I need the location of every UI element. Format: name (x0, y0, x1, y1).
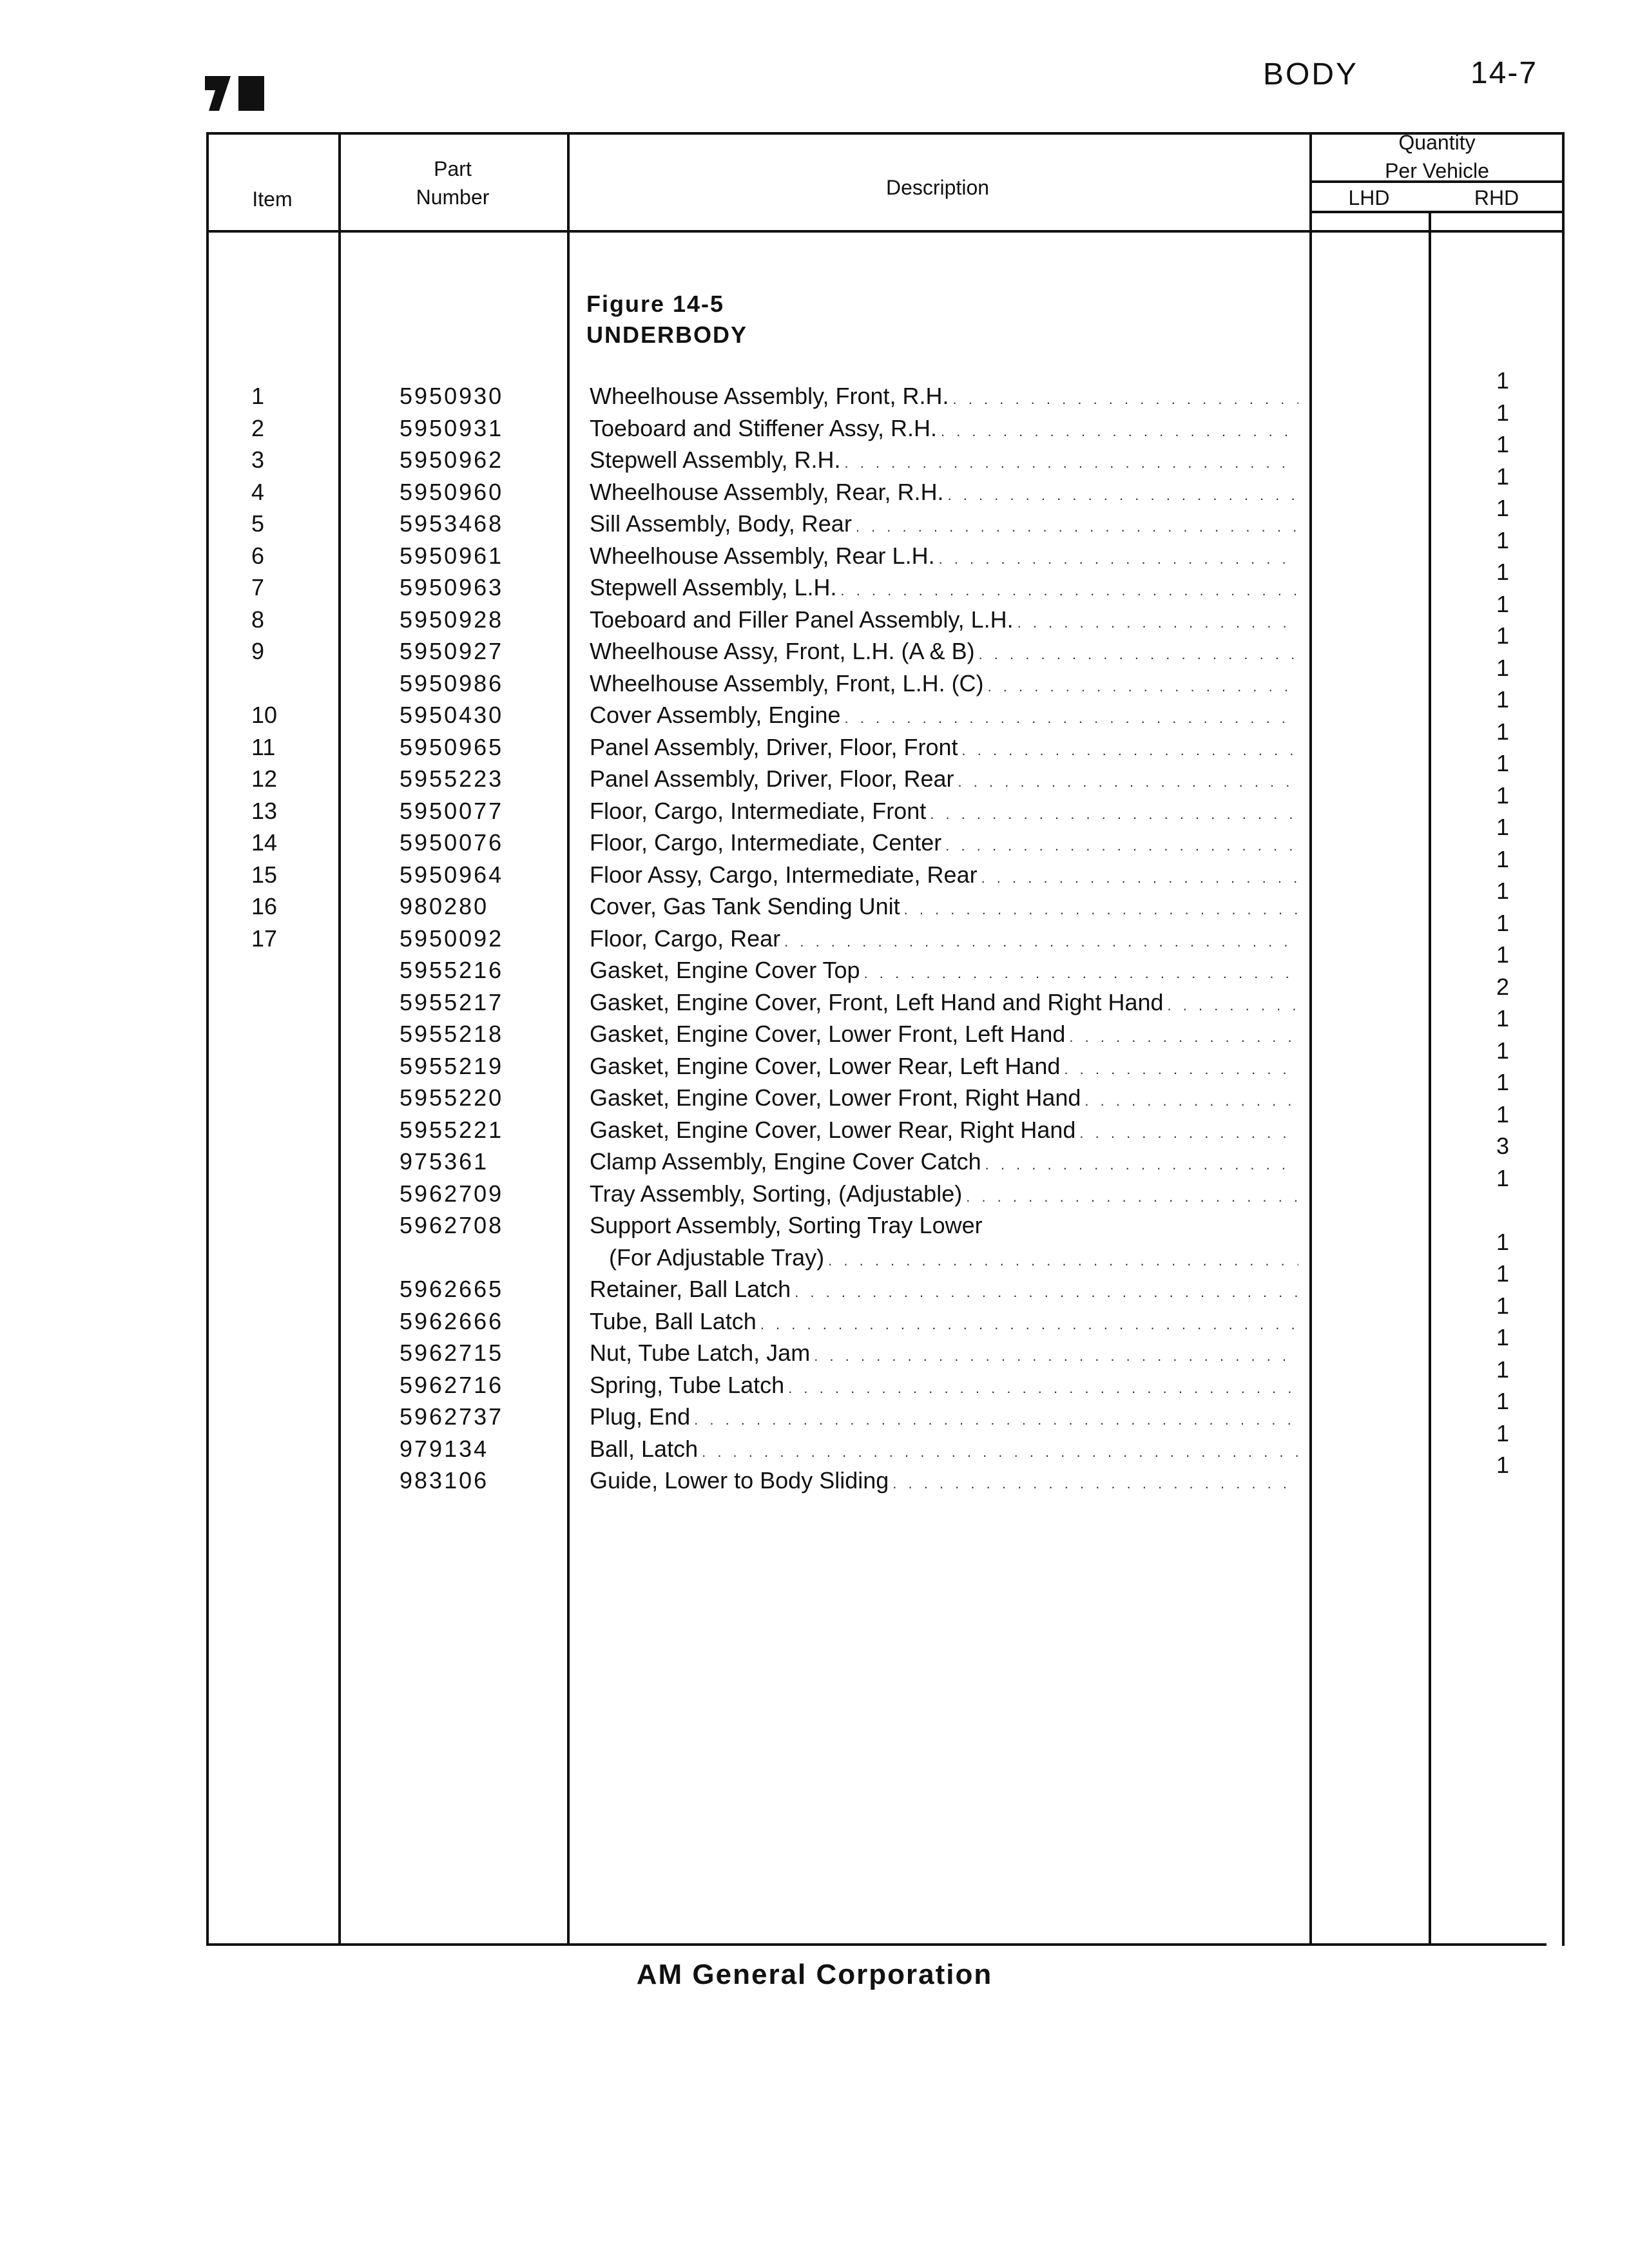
description-cell (590, 699, 1298, 735)
table-row (0, 1260, 1629, 1305)
description-text: Retainer, Ball Latch (590, 1276, 791, 1302)
dot-leader (694, 1401, 1298, 1436)
quantity-rhd: 1 (1496, 367, 1510, 394)
description-text: Stepwell Assembly, R.H. (590, 447, 841, 473)
dot-leader (988, 668, 1298, 703)
item-number: 9 (251, 638, 265, 664)
table-row (0, 1419, 1629, 1465)
part-number: 5950963 (400, 574, 504, 601)
table-row (0, 495, 1629, 540)
dot-leader (814, 1337, 1298, 1372)
quantity-rhd: 1 (1496, 1324, 1510, 1350)
part-number: 5962716 (400, 1371, 504, 1398)
part-number: 5962709 (400, 1180, 504, 1207)
description-cell (590, 1050, 1298, 1086)
description-text: Wheelhouse Assy, Front, L.H. (A & B) (590, 638, 975, 664)
table-row (0, 526, 1629, 572)
item-number: 16 (251, 893, 278, 919)
description-cell (590, 827, 1298, 862)
part-number: 5955220 (400, 1084, 504, 1111)
description-cell (590, 1178, 1298, 1213)
quantity-rhd: 1 (1496, 622, 1510, 649)
item-number: 8 (251, 606, 265, 633)
col-header-quantity (1309, 128, 1565, 185)
quantity-rhd: 1 (1496, 1037, 1510, 1064)
part-number: 5950961 (400, 542, 504, 569)
quantity-rhd: 1 (1496, 1005, 1510, 1032)
part-number: 5950964 (400, 861, 504, 888)
part-number: 5950962 (400, 447, 504, 473)
description-text: Stepwell Assembly, L.H. (590, 574, 837, 601)
description-cell (590, 1082, 1298, 1117)
col-header-lhd: LHD (1348, 186, 1390, 209)
description-cell (590, 1369, 1298, 1405)
table-row (0, 814, 1629, 859)
quantity-rhd: 1 (1496, 526, 1510, 553)
dot-leader (702, 1433, 1298, 1468)
part-number: 5955219 (400, 1052, 504, 1079)
page-number: 14-7 (1470, 56, 1538, 90)
brand-logo-icon (205, 71, 267, 112)
dot-leader (979, 635, 1298, 671)
item-number: 6 (251, 542, 265, 569)
table-row (0, 1388, 1629, 1433)
part-number: 5950931 (400, 414, 504, 441)
description-text: Ball, Latch (590, 1435, 699, 1462)
table-row (0, 686, 1629, 731)
part-number: 5955216 (400, 957, 504, 983)
dot-leader (953, 380, 1298, 416)
description-cell (590, 604, 1298, 639)
quantity-rhd: 1 (1496, 878, 1510, 904)
table-row (0, 622, 1629, 668)
quantity-rhd: 1 (1496, 654, 1510, 681)
quantity-rhd: 1 (1496, 590, 1510, 617)
table-row (0, 909, 1629, 955)
dot-leader (939, 540, 1298, 575)
part-number: 5955223 (400, 765, 504, 792)
description-text: Gasket, Engine Cover, Lower Front, Right Hand (590, 1084, 1081, 1111)
item-number: 17 (251, 925, 278, 952)
quantity-rhd: 1 (1496, 845, 1510, 872)
col-header-part-line2: Number (416, 186, 490, 209)
description-text: Sill Assembly, Body, Rear (590, 510, 852, 537)
part-number: 979134 (400, 1435, 489, 1462)
table-row (0, 463, 1629, 508)
dot-leader (892, 1465, 1298, 1500)
table-row (0, 1324, 1629, 1369)
quantity-rhd: 3 (1496, 1133, 1510, 1159)
quantity-rhd: 1 (1496, 1100, 1510, 1128)
item-number: 4 (251, 478, 265, 505)
dot-leader (856, 508, 1298, 543)
col-header-quantity-line2: Per Vehicle (1385, 159, 1489, 182)
description-cell (590, 635, 1298, 671)
col-header-part-line1: Part (434, 157, 472, 180)
footer-company: AM General Corporation (636, 1959, 993, 1990)
section-title: BODY (1263, 57, 1359, 91)
description-cell (590, 731, 1298, 767)
description-cell (590, 1337, 1298, 1372)
description-text: Floor, Cargo, Rear (590, 925, 781, 952)
description-cell (590, 1018, 1298, 1053)
table-row (0, 1100, 1629, 1146)
description-text: Plug, End (590, 1403, 691, 1430)
part-number: 5955221 (400, 1116, 504, 1143)
dot-leader (795, 1273, 1298, 1309)
description-text: Wheelhouse Assembly, Rear L.H. (590, 542, 935, 569)
description-text: Cover Assembly, Engine (590, 702, 841, 728)
dot-leader (1168, 986, 1298, 1022)
dot-leader (760, 1305, 1298, 1341)
quantity-rhd: 1 (1496, 1164, 1510, 1191)
description-text: Support Assembly, Sorting Tray Lower (590, 1212, 983, 1238)
description-cell (590, 444, 1298, 479)
col-header-description: Description (885, 176, 990, 199)
description-cell (590, 412, 1298, 448)
table-row (0, 367, 1629, 412)
figure-subtitle: UNDERBODY (586, 322, 748, 348)
description-text: Toeboard and Filler Panel Assembly, L.H. (590, 606, 1014, 633)
table-row (0, 1133, 1629, 1178)
description-text: Floor Assy, Cargo, Intermediate, Rear (590, 861, 978, 888)
dot-leader (962, 731, 1298, 767)
description-cell (590, 1465, 1298, 1500)
table-row (0, 431, 1629, 476)
description-cell (590, 572, 1298, 607)
description-text: (For Adjustable Tray) (590, 1244, 825, 1271)
description-cell (590, 476, 1298, 512)
table-row (0, 845, 1629, 891)
part-number: 5962708 (400, 1212, 504, 1238)
item-number: 11 (251, 733, 276, 760)
description-text: Gasket, Engine Cover Top (590, 957, 860, 983)
description-text: Panel Assembly, Driver, Floor, Front (590, 733, 958, 760)
table-row (0, 1037, 1629, 1082)
part-number: 5962666 (400, 1307, 504, 1334)
dot-leader (966, 1178, 1298, 1213)
part-number: 5950927 (400, 638, 504, 664)
dot-leader (1017, 604, 1298, 639)
col-header-item: Item (252, 187, 293, 211)
figure-title: Figure 14-5 (586, 291, 725, 317)
dot-leader (904, 890, 1298, 926)
part-number: 5962715 (400, 1340, 504, 1366)
quantity-rhd: 1 (1496, 1452, 1510, 1478)
description-cell (590, 986, 1298, 1022)
item-number: 14 (251, 829, 278, 856)
dot-leader (1069, 1018, 1298, 1053)
item-number: 10 (251, 702, 278, 728)
part-number: 5950077 (400, 797, 504, 824)
table-row (0, 782, 1629, 827)
description-cell (590, 954, 1298, 990)
table-row (0, 941, 1629, 986)
quantity-rhd: 1 (1496, 782, 1510, 809)
dot-leader (864, 954, 1298, 990)
description-cell (590, 795, 1298, 831)
description-text: Gasket, Engine Cover, Lower Front, Left Hand (590, 1021, 1066, 1047)
quantity-rhd: 1 (1496, 399, 1510, 426)
part-number: 5962737 (400, 1403, 504, 1430)
description-text: Floor, Cargo, Intermediate, Center (590, 829, 942, 856)
dot-leader (840, 572, 1298, 607)
description-cell (590, 540, 1298, 575)
part-number: 5950076 (400, 829, 504, 856)
dot-leader (788, 1369, 1298, 1405)
figure-heading (586, 289, 747, 351)
item-number: 13 (251, 797, 278, 824)
quantity-rhd: 1 (1496, 1356, 1510, 1383)
quantity-rhd: 1 (1496, 1292, 1510, 1319)
description-cell (590, 508, 1298, 543)
part-number: 980280 (400, 893, 489, 919)
quantity-rhd: 1 (1496, 1419, 1510, 1446)
quantity-rhd: 1 (1496, 1228, 1510, 1255)
description-text: Spring, Tube Latch (590, 1371, 785, 1398)
table-row (0, 1356, 1629, 1401)
description-text: Clamp Assembly, Engine Cover Catch (590, 1148, 981, 1175)
quantity-rhd: 1 (1496, 1260, 1510, 1287)
description-text: Tray Assembly, Sorting, (Adjustable) (590, 1180, 963, 1207)
description-text: Gasket, Engine Cover, Lower Rear, Left Hand (590, 1052, 1061, 1079)
quantity-rhd: 1 (1496, 495, 1510, 521)
description-cell (590, 1209, 1298, 1242)
description-cell (590, 763, 1298, 798)
description-text: Cover, Gas Tank Sending Unit (590, 893, 900, 919)
dot-leader (945, 827, 1298, 862)
col-header-quantity-line1: Quantity (1398, 131, 1476, 154)
description-text: Gasket, Engine Cover, Lower Rear, Right Hand (590, 1116, 1076, 1143)
part-number: 975361 (400, 1148, 489, 1175)
part-number: 5950930 (400, 383, 504, 409)
description-text: Panel Assembly, Driver, Floor, Rear (590, 765, 954, 792)
table-row (0, 1209, 1629, 1242)
dot-leader (985, 1146, 1298, 1181)
item-number: 12 (251, 765, 278, 792)
table-row (0, 878, 1629, 923)
part-number: 5950430 (400, 702, 504, 728)
table-row (0, 654, 1629, 700)
dot-leader (948, 476, 1298, 512)
dot-leader (784, 923, 1298, 958)
part-number: 5950928 (400, 606, 504, 633)
dot-leader (1064, 1050, 1298, 1086)
description-cell (590, 1242, 1298, 1277)
description-cell (590, 1401, 1298, 1436)
table-row (0, 590, 1629, 636)
description-cell (590, 923, 1298, 958)
table-row (0, 718, 1629, 764)
dot-leader (930, 795, 1298, 831)
description-text: Guide, Lower to Body Sliding (590, 1467, 889, 1494)
quantity-rhd: 1 (1496, 814, 1510, 840)
part-number: 5950986 (400, 669, 504, 697)
quantity-rhd: 1 (1496, 686, 1510, 713)
table-row (0, 1164, 1629, 1210)
description-text: Floor, Cargo, Intermediate, Front (590, 797, 927, 824)
table-row (0, 1005, 1629, 1050)
description-cell (590, 1114, 1298, 1149)
col-header-part-number (338, 155, 567, 211)
quantity-rhd: 1 (1496, 431, 1510, 457)
dot-leader (1079, 1114, 1298, 1149)
dot-leader (828, 1242, 1298, 1277)
description-text: Wheelhouse Assembly, Rear, R.H. (590, 478, 944, 505)
description-text: Toeboard and Stiffener Assy, R.H. (590, 414, 937, 441)
col-header-rhd: RHD (1474, 186, 1519, 209)
quantity-rhd: 1 (1496, 463, 1510, 490)
description-cell (590, 890, 1298, 926)
table-row (0, 973, 1629, 1019)
description-text: Wheelhouse Assembly, Front, L.H. (C) (590, 669, 984, 697)
description-text: Gasket, Engine Cover, Front, Left Hand and Right Hand (590, 988, 1164, 1015)
item-number: 7 (251, 574, 265, 601)
item-number: 2 (251, 414, 265, 441)
description-text: Tube, Ball Latch (590, 1307, 757, 1334)
quantity-rhd: 1 (1496, 750, 1510, 776)
description-cell (590, 380, 1298, 416)
quantity-rhd: 1 (1496, 718, 1510, 745)
description-text: Nut, Tube Latch, Jam (590, 1340, 811, 1366)
dot-leader (1084, 1082, 1298, 1117)
table-row (0, 1069, 1629, 1114)
item-number: 1 (251, 383, 265, 409)
quantity-rhd: 1 (1496, 559, 1510, 585)
quantity-rhd: 1 (1496, 941, 1510, 968)
table-row (0, 1228, 1629, 1274)
dot-leader (981, 859, 1298, 894)
table-body (0, 367, 1629, 1497)
part-number: 5955217 (400, 988, 504, 1015)
description-cell (590, 859, 1298, 894)
item-number: 5 (251, 510, 265, 537)
dot-leader (958, 763, 1298, 798)
table-row (0, 399, 1629, 445)
quantity-rhd: 1 (1496, 1069, 1510, 1095)
table-row (0, 750, 1629, 795)
description-cell (590, 1146, 1298, 1181)
quantity-rhd: 2 (1496, 973, 1510, 1000)
part-number: 5950965 (400, 733, 504, 760)
description-text: Wheelhouse Assembly, Front, R.H. (590, 383, 949, 409)
part-number: 5950960 (400, 478, 504, 505)
dot-leader (941, 412, 1298, 448)
part-number: 5950092 (400, 925, 504, 952)
description-cell (590, 668, 1298, 703)
part-number: 983106 (400, 1467, 489, 1494)
item-number: 15 (251, 861, 278, 888)
dot-leader (845, 699, 1298, 735)
item-number: 3 (251, 447, 265, 473)
table-row (0, 1452, 1629, 1497)
part-number: 5953468 (400, 510, 504, 537)
part-number: 5955218 (400, 1021, 504, 1047)
quantity-rhd: 1 (1496, 909, 1510, 936)
description-cell (590, 1433, 1298, 1468)
table-row (0, 1292, 1629, 1338)
description-cell (590, 1305, 1298, 1341)
table-row (0, 559, 1629, 604)
dot-leader (844, 444, 1298, 479)
quantity-rhd: 1 (1496, 1388, 1510, 1414)
description-cell (590, 1273, 1298, 1309)
part-number: 5962665 (400, 1276, 504, 1302)
